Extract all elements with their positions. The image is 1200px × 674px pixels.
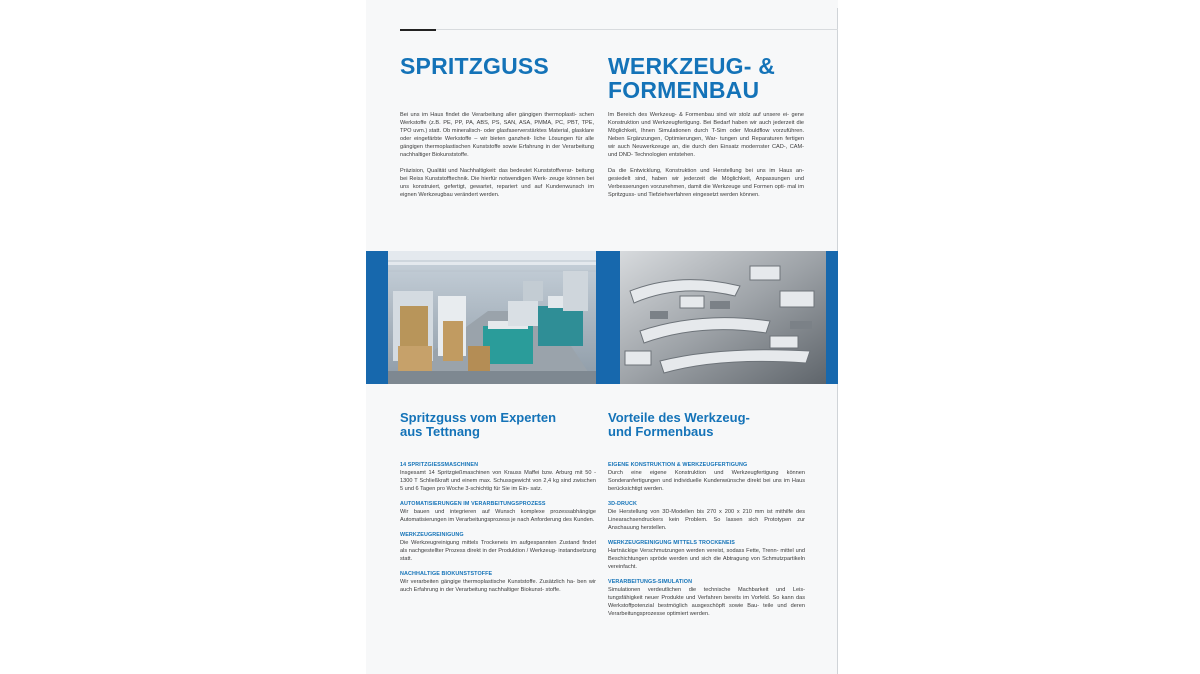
section-text: Simulationen verdeutlichen die technische Machbarkeit und Leis- tungsfähigkeit neuer Produkte und Verfahren bereits im Vorfeld. So kann das Werkstoffpotenzial bestmöglich ausgeschöpft sowie Bau- teile und deren Verarbeitungsprozesse optimiert werden. [608,587,805,617]
section-text: Wir bauen und integrieren auf Wunsch komplexe prozessabhängige Automatisierungen im Verarbeitungsprozess je nach Anforderung des Kunden. [400,509,596,523]
section-heading: NACHHALTIGE BIOKUNSTSTOFFE [400,571,493,577]
section [400,571,596,594]
section-heading: 14 SPRITZGIESSMASCHINEN [400,462,479,468]
section-heading: WERKZEUGREINIGUNG [400,532,464,538]
section [608,501,805,532]
section [400,532,596,563]
sections-right [608,462,805,626]
subheading-line-1: Spritzguss vom Experten [400,410,557,425]
title-line-1: WERKZEUG- & [608,53,776,79]
section-text: Insgesamt 14 Spritzgießmaschinen von Krauss Maffei bzw. Arburg mit 50 - 1300 T Schließkraft und einem max. Schussgewicht von 2,4 kg sind zwischen 5 und 6 Tagen pro Woche 3-schichtig für Sie im Ein- satz. [400,470,596,492]
section-heading: VERARBEITUNGS-SIMULATION [608,579,693,585]
section-text: Hartnäckige Verschmutzungen werden vereist, sodass Fette, Trenn- mittel und Beschichtungen spröde werden und sich die Abtragung von Schmutzpartikeln vereinfacht. [608,548,805,570]
section-text: Die Herstellung von 3D-Modellen bis 270 x 200 x 210 mm ist mithilfe des Linearachsendruckers kein Problem. So lassen sich Prototypen zur Anschauung herstellen. [608,509,805,531]
section-text: Wir verarbeiten gängige thermoplastische Kunststoffe. Zusätzlich ha- ben wir auch Erfahrung in der Verarbeitung nachhaltiger Biokunst- stoffe. [400,579,596,593]
title-line-2: FORMENBAU [608,77,760,103]
paragraph: Da die Entwicklung, Konstruktion und Herstellung bei uns im Haus an- gesiedelt sind, haben wir jederzeit die Möglichkeit, Anpassungen und Verbesserungen vorzunehmen, damit die Werkzeuge und Formen opti- mal im Spritzguss- und Tiefziehverfahren eingesetzt werden können. [608,167,804,198]
section-heading: EIGENE KONSTRUKTION & WERKZEUGFERTIGUNG [608,462,748,468]
section [400,501,596,524]
subheading-right [608,411,750,439]
section [608,462,805,493]
top-rule [436,29,838,30]
intro-text-left [400,111,594,206]
section-heading: WERKZEUGREINIGUNG MITTELS TROCKENEIS [608,540,735,546]
title-spritzguss: SPRITZGUSS [400,53,549,79]
section [608,579,805,618]
section-text: Durch eine eigene Konstruktion und Werkzeugfertigung können Sonderanfertigungen und individuelle Kundenwünsche direkt bei uns im Haus berücksichtigt werden. [608,470,805,492]
paragraph: Bei uns im Haus findet die Verarbeitung aller gängigen thermoplasti- schen Werkstoffe (z.B. PE, PP, PA, ABS, PS, SAN, ASA, PMMA, PC, PBT, TPE, TPO uvm.) statt. Ob mineralisch- oder glasfaserverstärktes Material, glasklare oder eingefärbte Werkstoffe – wir bieten ganzheit- liche Lösungen für alle gängigen thermoplastischen Kunststoffe sowie Erfahrung in der Verarbeitung nachhaltiger Biokunststoffe. [400,112,594,159]
subheading-line-1: Vorteile des Werkzeug- [608,410,750,425]
section-heading: AUTOMATISIERUNGEN IM VERARBEITUNGSPROZESS [400,501,546,507]
production-hall-photo [388,251,596,384]
mold-tool-photo [620,251,826,384]
top-accent-bar [400,29,436,31]
subheading-line-2: und Formenbaus [608,424,714,439]
intro-text-right [608,111,804,206]
section [608,540,805,571]
section-heading: 3D-DRUCK [608,501,637,507]
section-text: Die Werkzeugreinigung mittels Trockeneis im aufgespannten Zustand findet als nachgestellter Prozess direkt in der Produktion / Werkzeug- instandsetzung statt. [400,540,596,562]
section [400,462,596,493]
paragraph: Präzision, Qualität und Nachhaltigkeit: das bedeutet Kunststoffverar- beitung bei Reiss Kunststofftechnik. Die hierfür notwendigen Werk- zeuge können bei uns konstruiert, gefertigt, gewartet, repariert und auf Kundenwunsch im eignen Werkzeugbau verändert werden. [400,167,594,198]
paragraph: Im Bereich des Werkzeug- & Formenbau sind wir stolz auf unsere ei- gene Konstruktion und Werkzeugfertigung. Bei Bedarf haben wir auch jederzeit die Möglichkeit, Ihnen Simulationen durch T-Sim oder Mouldflow vorzuführen. Neben Ergänzungen, Optimierungen, War- tungen und Reparaturen fertigen wir auch Neuwerkzeuge an, die durch den Einsatz modernster CAD-, CAM- und DND- Technologien entstehen. [608,112,804,159]
sections-left [400,462,596,602]
subheading-left [400,411,556,439]
subheading-line-2: aus Tettnang [400,424,480,439]
title-werkzeug-formenbau [608,54,775,102]
